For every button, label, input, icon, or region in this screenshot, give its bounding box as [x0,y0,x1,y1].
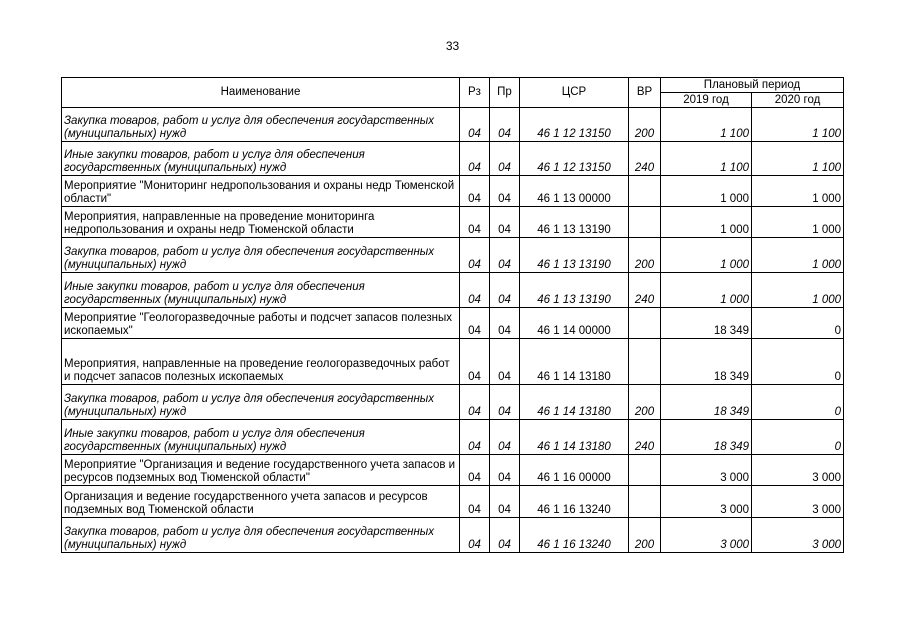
row-rz: 04 [460,455,490,486]
row-csr: 46 1 12 13150 [520,142,629,176]
row-2020: 1 000 [752,238,844,273]
row-2019: 18 349 [661,420,752,455]
row-csr: 46 1 13 00000 [520,176,629,207]
row-vr [629,486,661,518]
row-2020: 1 000 [752,207,844,238]
row-csr: 46 1 16 13240 [520,486,629,518]
row-2019: 1 000 [661,238,752,273]
row-csr: 46 1 16 00000 [520,455,629,486]
header-pr: Пр [490,78,520,108]
row-2019: 1 000 [661,176,752,207]
row-pr: 04 [490,142,520,176]
row-2020: 0 [752,420,844,455]
row-pr: 04 [490,339,520,385]
table-row [62,455,844,486]
row-rz: 04 [460,207,490,238]
row-csr: 46 1 14 13180 [520,420,629,455]
row-2020: 0 [752,385,844,420]
header-name: Наименование [62,78,460,108]
table-header [62,78,844,108]
row-pr: 04 [490,308,520,339]
row-pr: 04 [490,176,520,207]
table-row [62,207,844,238]
row-2020: 3 000 [752,518,844,553]
row-2020: 1 100 [752,142,844,176]
row-rz: 04 [460,339,490,385]
row-name: Мероприятия, направленные на проведение геологоразведочных работ и подсчет запасов полезных ископаемых [62,339,460,385]
row-2020: 1 100 [752,108,844,142]
table-row [62,238,844,273]
table-row [62,486,844,518]
row-csr: 46 1 13 13190 [520,207,629,238]
row-2019: 1 000 [661,273,752,308]
row-vr: 240 [629,142,661,176]
row-pr: 04 [490,238,520,273]
row-pr: 04 [490,108,520,142]
row-vr: 200 [629,518,661,553]
page-number: 33 [445,39,460,53]
row-csr: 46 1 14 13180 [520,385,629,420]
row-2020: 1 000 [752,176,844,207]
row-pr: 04 [490,518,520,553]
row-rz: 04 [460,108,490,142]
row-csr: 46 1 13 13190 [520,273,629,308]
row-name: Закупка товаров, работ и услуг для обеспечения государственных (муниципальных) нужд [62,238,460,273]
row-2019: 1 000 [661,207,752,238]
header-plan-period: Плановый период [661,78,844,93]
row-rz: 04 [460,486,490,518]
row-pr: 04 [490,455,520,486]
table-row [62,339,844,385]
table-row [62,518,844,553]
row-2019: 1 100 [661,108,752,142]
row-csr: 46 1 16 13240 [520,518,629,553]
row-name: Мероприятие "Мониторинг недропользования и охраны недр Тюменской области" [62,176,460,207]
row-name: Мероприятие "Организация и ведение государственного учета запасов и ресурсов подземных вод Тюменской области" [62,455,460,486]
row-rz: 04 [460,308,490,339]
row-rz: 04 [460,420,490,455]
row-2019: 18 349 [661,308,752,339]
row-csr: 46 1 13 13190 [520,238,629,273]
row-vr: 200 [629,385,661,420]
row-2020: 1 000 [752,273,844,308]
table-body [62,108,844,553]
row-pr: 04 [490,420,520,455]
table-row [62,108,844,142]
row-pr: 04 [490,385,520,420]
row-name: Мероприятия, направленные на проведение мониторинга недропользования и охраны недр Тюменской области [62,207,460,238]
row-rz: 04 [460,238,490,273]
row-name: Закупка товаров, работ и услуг для обеспечения государственных (муниципальных) нужд [62,518,460,553]
table-row [62,176,844,207]
row-rz: 04 [460,273,490,308]
row-rz: 04 [460,385,490,420]
row-vr: 200 [629,238,661,273]
row-vr: 240 [629,420,661,455]
row-vr: 200 [629,108,661,142]
row-pr: 04 [490,486,520,518]
row-2020: 3 000 [752,486,844,518]
row-name: Организация и ведение государственного учета запасов и ресурсов подземных вод Тюменской области [62,486,460,518]
row-rz: 04 [460,518,490,553]
header-rz: Рз [460,78,490,108]
table-row [62,273,844,308]
row-vr [629,455,661,486]
header-vr: ВР [629,78,661,108]
row-name: Иные закупки товаров, работ и услуг для обеспечения государственных (муниципальных) нужд [62,273,460,308]
row-name: Иные закупки товаров, работ и услуг для обеспечения государственных (муниципальных) нужд [62,142,460,176]
row-vr [629,339,661,385]
table-row [62,385,844,420]
header-csr: ЦСР [520,78,629,108]
row-2019: 3 000 [661,518,752,553]
row-vr: 240 [629,273,661,308]
row-csr: 46 1 12 13150 [520,108,629,142]
row-vr [629,176,661,207]
row-pr: 04 [490,207,520,238]
table-row [62,308,844,339]
budget-table [61,77,844,553]
row-name: Закупка товаров, работ и услуг для обеспечения государственных (муниципальных) нужд [62,385,460,420]
header-2019: 2019 год [661,93,752,108]
row-2020: 0 [752,339,844,385]
table-row [62,420,844,455]
row-2020: 3 000 [752,455,844,486]
row-vr [629,308,661,339]
row-rz: 04 [460,176,490,207]
table-row [62,142,844,176]
row-csr: 46 1 14 00000 [520,308,629,339]
row-name: Закупка товаров, работ и услуг для обеспечения государственных (муниципальных) нужд [62,108,460,142]
row-name: Иные закупки товаров, работ и услуг для обеспечения государственных (муниципальных) нужд [62,420,460,455]
header-2020: 2020 год [752,93,844,108]
row-2019: 3 000 [661,455,752,486]
row-2019: 18 349 [661,385,752,420]
row-rz: 04 [460,142,490,176]
row-name: Мероприятие "Геологоразведочные работы и подсчет запасов полезных ископаемых" [62,308,460,339]
row-2019: 3 000 [661,486,752,518]
row-2019: 1 100 [661,142,752,176]
row-2019: 18 349 [661,339,752,385]
row-csr: 46 1 14 13180 [520,339,629,385]
row-2020: 0 [752,308,844,339]
row-vr [629,207,661,238]
row-pr: 04 [490,273,520,308]
